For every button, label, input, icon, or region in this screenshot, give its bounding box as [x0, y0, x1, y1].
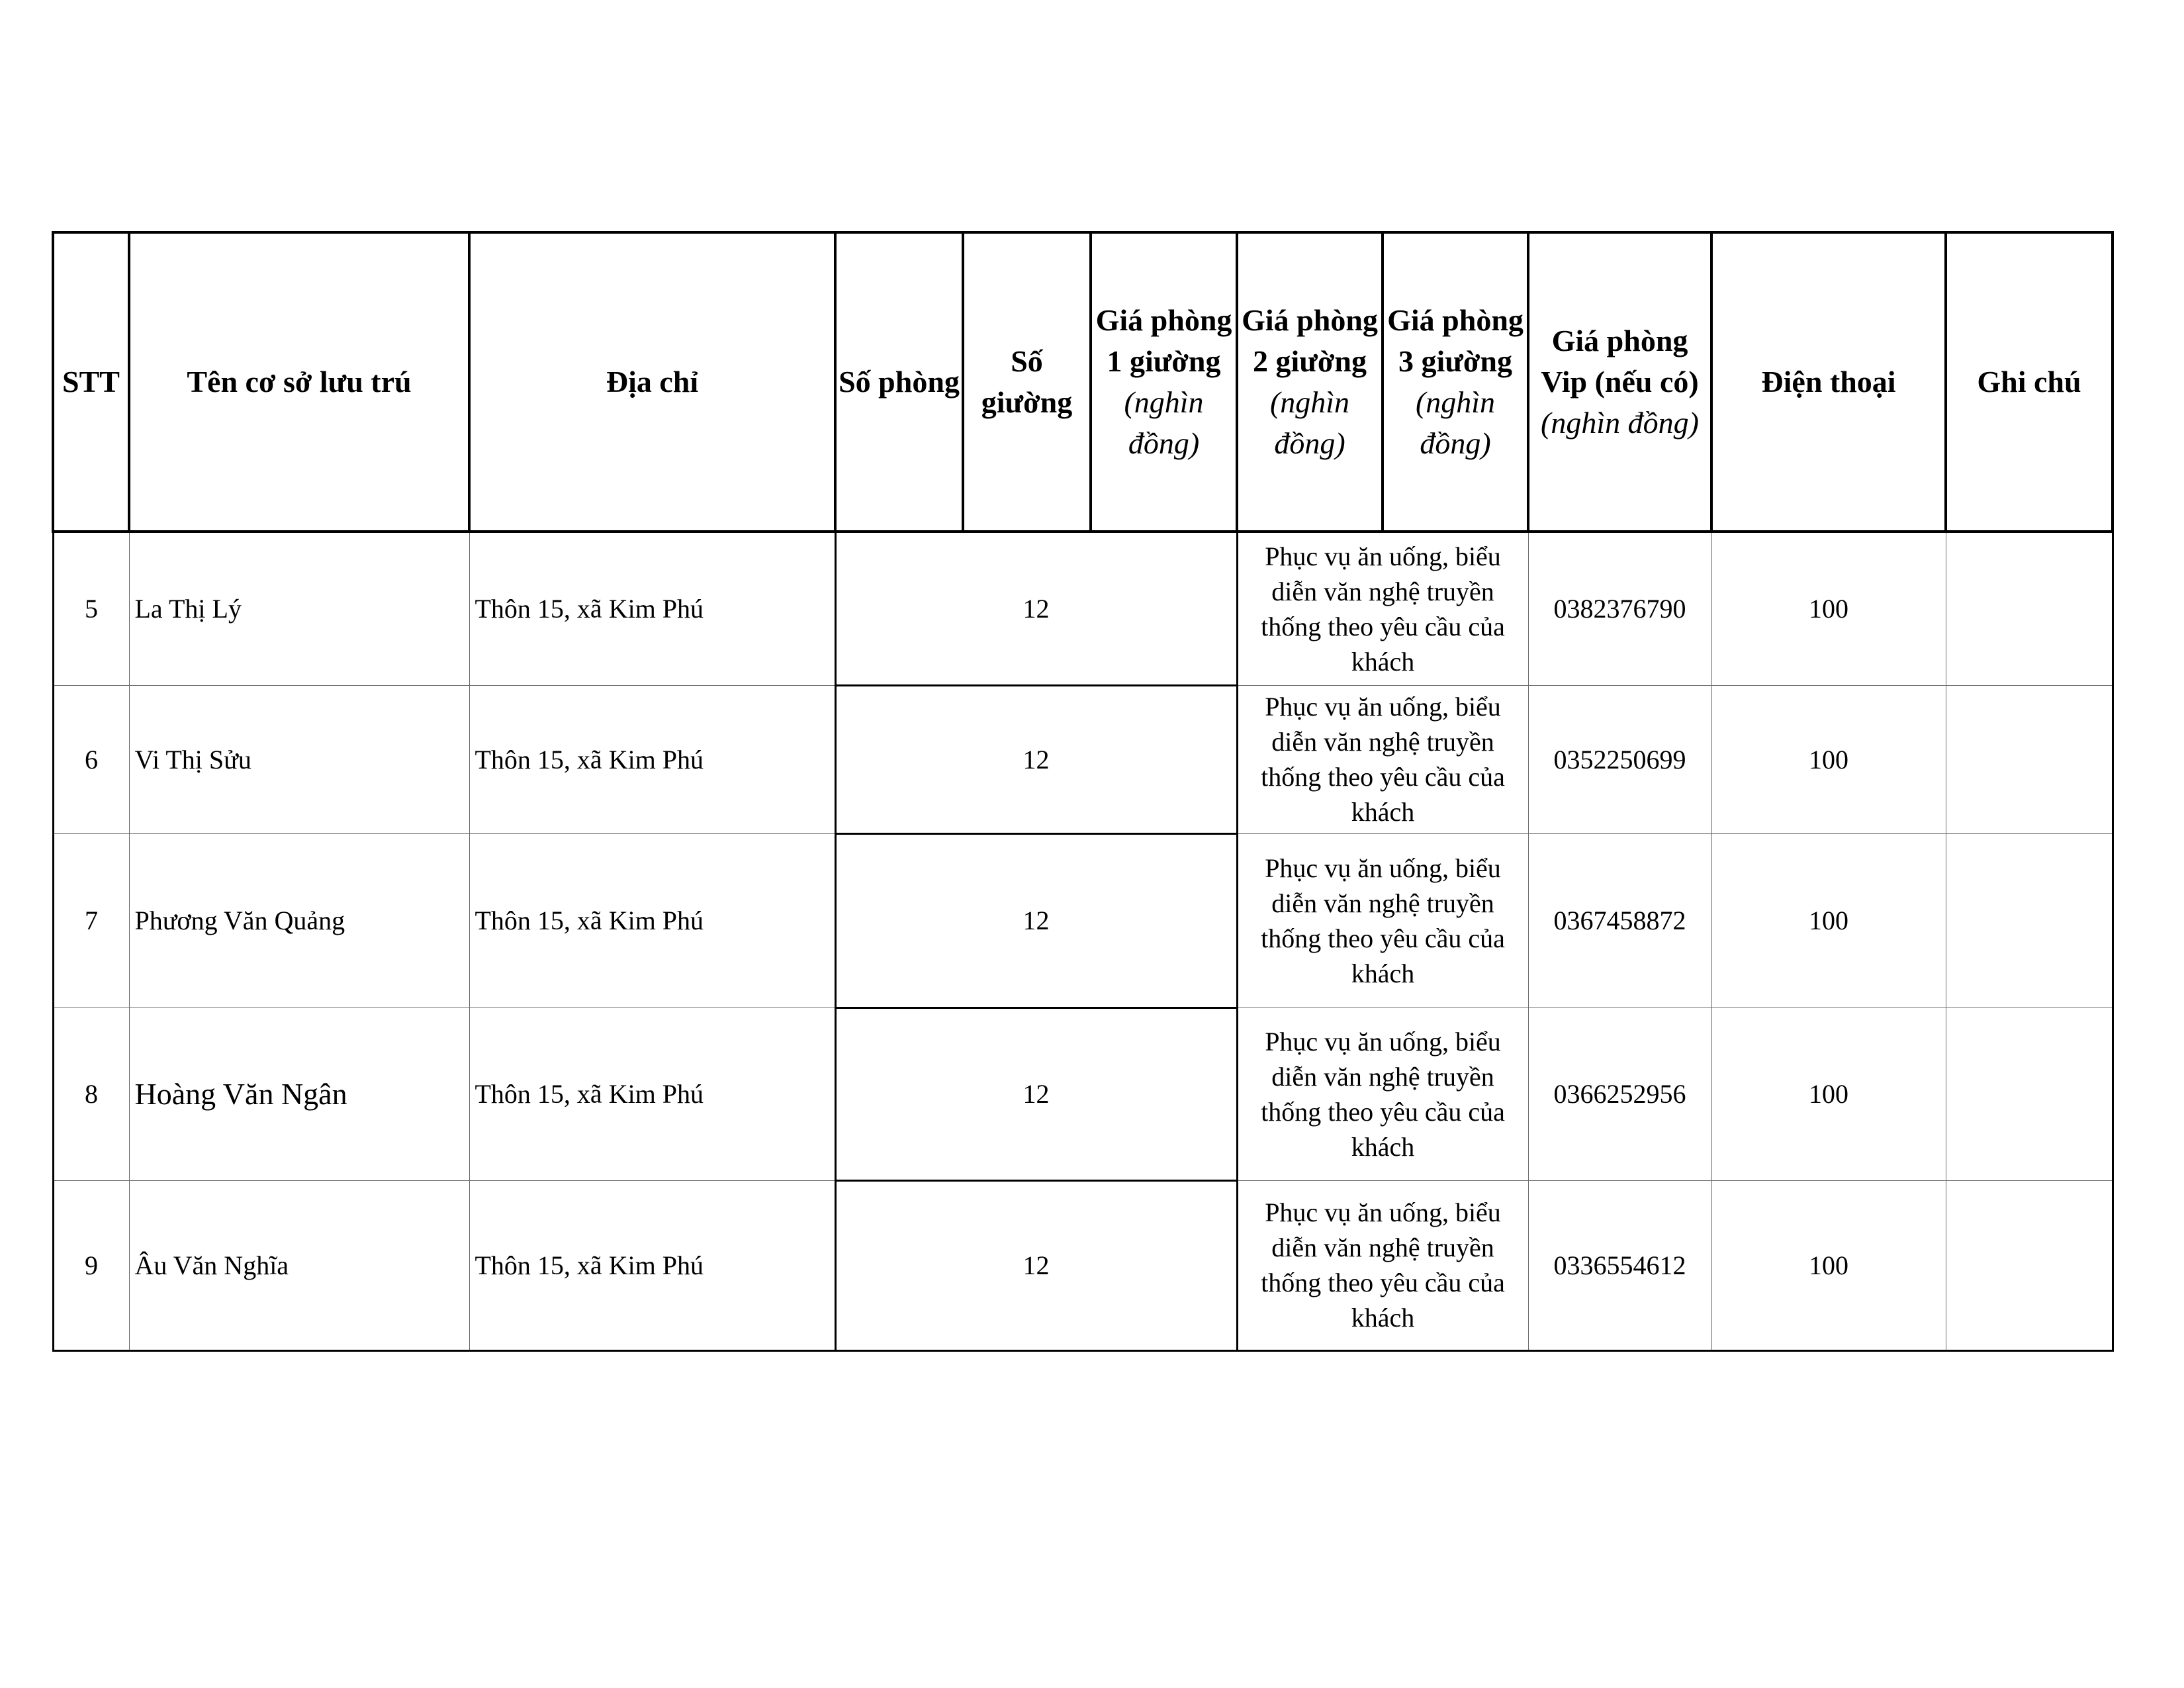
cell-phone: 0382376790 — [1528, 532, 1711, 685]
cell-stt: 7 — [53, 833, 129, 1008]
cell-capacity: 12 — [835, 833, 1237, 1008]
cell-stt: 5 — [53, 532, 129, 685]
cell-note — [1946, 1180, 2113, 1350]
cell-phone: 0336554612 — [1528, 1180, 1711, 1350]
cell-note — [1946, 685, 2113, 833]
table-row — [53, 1180, 2113, 1350]
cell-service: Phục vụ ăn uống, biểu diễn văn nghệ truyền thống theo yêu cầu của khách — [1237, 833, 1528, 1008]
cell-stt: 6 — [53, 685, 129, 833]
cell-phone: 0352250699 — [1528, 685, 1711, 833]
header-price-2-bed — [1237, 232, 1383, 532]
cell-capacity: 12 — [835, 685, 1237, 833]
table-row — [53, 833, 2113, 1008]
header-price-3-bed — [1383, 232, 1528, 532]
cell-service: Phục vụ ăn uống, biểu diễn văn nghệ truyền thống theo yêu cầu của khách — [1237, 532, 1528, 685]
cell-capacity: 12 — [835, 1008, 1237, 1180]
header-price-vip — [1528, 232, 1711, 532]
cell-address: Thôn 15, xã Kim Phú — [469, 685, 835, 833]
accommodation-table — [52, 231, 2114, 1352]
cell-address: Thôn 15, xã Kim Phú — [469, 833, 835, 1008]
table-row — [53, 532, 2113, 685]
cell-price: 100 — [1711, 1180, 1946, 1350]
header-price-1-unit: (nghìn đồng) — [1124, 385, 1204, 460]
header-price-3-unit: (nghìn đồng) — [1415, 385, 1496, 460]
header-note: Ghi chú — [1946, 232, 2113, 532]
cell-address: Thôn 15, xã Kim Phú — [469, 1180, 835, 1350]
cell-service: Phục vụ ăn uống, biểu diễn văn nghệ truyền thống theo yêu cầu của khách — [1237, 1180, 1528, 1350]
cell-address: Thôn 15, xã Kim Phú — [469, 532, 835, 685]
header-rooms: Số phòng — [835, 232, 963, 532]
header-price-1-title: Giá phòng 1 giường — [1095, 303, 1232, 378]
cell-note — [1946, 1008, 2113, 1180]
header-price-3-title: Giá phòng 3 giường — [1387, 303, 1524, 378]
cell-stt: 8 — [53, 1008, 129, 1180]
cell-phone: 0367458872 — [1528, 833, 1711, 1008]
header-phone: Điện thoại — [1711, 232, 1946, 532]
header-price-vip-unit: (nghìn đồng) — [1541, 406, 1699, 440]
cell-address: Thôn 15, xã Kim Phú — [469, 1008, 835, 1180]
table-row — [53, 1008, 2113, 1180]
cell-service: Phục vụ ăn uống, biểu diễn văn nghệ truyền thống theo yêu cầu của khách — [1237, 685, 1528, 833]
cell-note — [1946, 532, 2113, 685]
header-row — [53, 232, 2113, 532]
cell-name: La Thị Lý — [129, 532, 469, 685]
cell-capacity: 12 — [835, 1180, 1237, 1350]
header-price-1-bed — [1091, 232, 1237, 532]
header-price-vip-title: Giá phòng Vip (nếu có) — [1541, 324, 1699, 399]
cell-price: 100 — [1711, 833, 1946, 1008]
header-stt: STT — [53, 232, 129, 532]
header-price-2-unit: (nghìn đồng) — [1269, 385, 1350, 460]
cell-stt: 9 — [53, 1180, 129, 1350]
cell-capacity: 12 — [835, 532, 1237, 685]
header-address: Địa chỉ — [469, 232, 835, 532]
cell-name: Hoàng Văn Ngân — [129, 1008, 469, 1180]
cell-price: 100 — [1711, 685, 1946, 833]
cell-price: 100 — [1711, 532, 1946, 685]
cell-name: Âu Văn Nghĩa — [129, 1180, 469, 1350]
cell-name: Vi Thị Sửu — [129, 685, 469, 833]
cell-name: Phương Văn Quảng — [129, 833, 469, 1008]
cell-phone: 0366252956 — [1528, 1008, 1711, 1180]
cell-price: 100 — [1711, 1008, 1946, 1180]
header-price-2-title: Giá phòng 2 giường — [1242, 303, 1378, 378]
cell-note — [1946, 833, 2113, 1008]
header-name: Tên cơ sở lưu trú — [129, 232, 469, 532]
table-row — [53, 685, 2113, 833]
cell-service: Phục vụ ăn uống, biểu diễn văn nghệ truyền thống theo yêu cầu của khách — [1237, 1008, 1528, 1180]
header-beds: Số giường — [963, 232, 1091, 532]
